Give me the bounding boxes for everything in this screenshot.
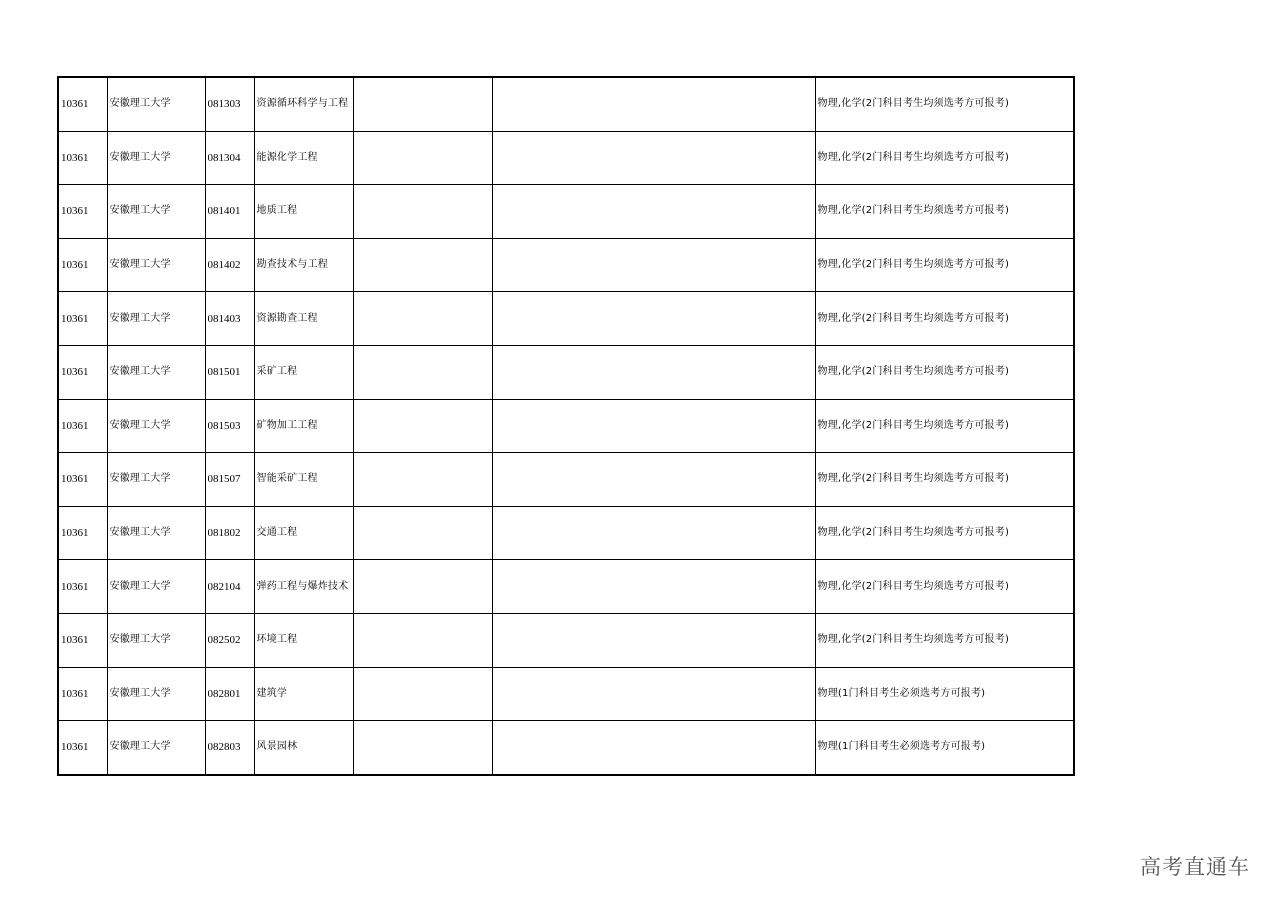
major-name-cell: 勘查技术与工程 — [254, 238, 353, 292]
subject-requirement-cell: 物理,化学(2门科目考生均须选考方可报考) — [815, 185, 1074, 239]
subject-requirement-cell: 物理,化学(2门科目考生均须选考方可报考) — [815, 560, 1074, 614]
empty-cell — [353, 185, 492, 239]
school-code-cell: 10361 — [58, 131, 107, 185]
school-name-cell: 安徽理工大学 — [107, 131, 205, 185]
empty-cell — [492, 292, 815, 346]
major-code-cell: 082801 — [205, 667, 254, 721]
table-row — [58, 721, 1074, 775]
empty-cell — [492, 453, 815, 507]
school-code-cell: 10361 — [58, 77, 107, 131]
empty-cell — [353, 453, 492, 507]
subject-requirement-cell: 物理,化学(2门科目考生均须选考方可报考) — [815, 77, 1074, 131]
school-code-cell: 10361 — [58, 185, 107, 239]
major-name-cell: 资源循环科学与工程 — [254, 77, 353, 131]
table-row — [58, 506, 1074, 560]
empty-cell — [353, 345, 492, 399]
major-code-cell: 082502 — [205, 613, 254, 667]
empty-cell — [353, 667, 492, 721]
empty-cell — [492, 506, 815, 560]
school-name-cell: 安徽理工大学 — [107, 721, 205, 775]
empty-cell — [492, 399, 815, 453]
empty-cell — [492, 721, 815, 775]
empty-cell — [492, 613, 815, 667]
table-row — [58, 613, 1074, 667]
major-code-cell: 081503 — [205, 399, 254, 453]
school-code-cell: 10361 — [58, 292, 107, 346]
school-code-cell: 10361 — [58, 721, 107, 775]
major-code-cell: 081507 — [205, 453, 254, 507]
school-code-cell: 10361 — [58, 453, 107, 507]
school-name-cell: 安徽理工大学 — [107, 399, 205, 453]
table-row — [58, 667, 1074, 721]
empty-cell — [492, 560, 815, 614]
table-row — [58, 453, 1074, 507]
major-code-cell: 081501 — [205, 345, 254, 399]
empty-cell — [492, 238, 815, 292]
empty-cell — [492, 667, 815, 721]
major-name-cell: 智能采矿工程 — [254, 453, 353, 507]
school-code-cell: 10361 — [58, 667, 107, 721]
empty-cell — [353, 721, 492, 775]
subject-requirement-cell: 物理,化学(2门科目考生均须选考方可报考) — [815, 506, 1074, 560]
subject-requirement-cell: 物理,化学(2门科目考生均须选考方可报考) — [815, 131, 1074, 185]
empty-cell — [353, 560, 492, 614]
major-name-cell: 地质工程 — [254, 185, 353, 239]
empty-cell — [353, 399, 492, 453]
table-row — [58, 77, 1074, 131]
subject-requirement-cell: 物理,化学(2门科目考生均须选考方可报考) — [815, 399, 1074, 453]
school-name-cell: 安徽理工大学 — [107, 560, 205, 614]
school-name-cell: 安徽理工大学 — [107, 667, 205, 721]
major-name-cell: 交通工程 — [254, 506, 353, 560]
subject-requirement-cell: 物理,化学(2门科目考生均须选考方可报考) — [815, 238, 1074, 292]
school-code-cell: 10361 — [58, 345, 107, 399]
subject-requirement-cell: 物理(1门科目考生必须选考方可报考) — [815, 721, 1074, 775]
school-code-cell: 10361 — [58, 238, 107, 292]
empty-cell — [492, 77, 815, 131]
major-code-cell: 081303 — [205, 77, 254, 131]
major-name-cell: 采矿工程 — [254, 345, 353, 399]
major-name-cell: 建筑学 — [254, 667, 353, 721]
school-name-cell: 安徽理工大学 — [107, 238, 205, 292]
school-code-cell: 10361 — [58, 506, 107, 560]
table-body — [58, 77, 1074, 775]
watermark-text: 高考直通车 — [1140, 855, 1250, 879]
major-code-cell: 081401 — [205, 185, 254, 239]
major-code-cell: 081304 — [205, 131, 254, 185]
table-row — [58, 399, 1074, 453]
empty-cell — [353, 506, 492, 560]
school-name-cell: 安徽理工大学 — [107, 185, 205, 239]
subject-requirement-cell: 物理,化学(2门科目考生均须选考方可报考) — [815, 613, 1074, 667]
school-name-cell: 安徽理工大学 — [107, 77, 205, 131]
table-row — [58, 131, 1074, 185]
school-name-cell: 安徽理工大学 — [107, 613, 205, 667]
empty-cell — [353, 131, 492, 185]
empty-cell — [353, 77, 492, 131]
empty-cell — [353, 238, 492, 292]
major-name-cell: 资源勘查工程 — [254, 292, 353, 346]
table-row — [58, 292, 1074, 346]
school-code-cell: 10361 — [58, 613, 107, 667]
empty-cell — [492, 185, 815, 239]
subject-requirement-cell: 物理,化学(2门科目考生均须选考方可报考) — [815, 453, 1074, 507]
table-row — [58, 238, 1074, 292]
major-name-cell: 能源化学工程 — [254, 131, 353, 185]
major-code-cell: 081802 — [205, 506, 254, 560]
table-row — [58, 560, 1074, 614]
empty-cell — [353, 613, 492, 667]
school-name-cell: 安徽理工大学 — [107, 453, 205, 507]
data-table — [57, 76, 1075, 776]
major-code-cell: 081403 — [205, 292, 254, 346]
major-name-cell: 环境工程 — [254, 613, 353, 667]
school-name-cell: 安徽理工大学 — [107, 292, 205, 346]
major-name-cell: 矿物加工工程 — [254, 399, 353, 453]
table-row — [58, 345, 1074, 399]
school-code-cell: 10361 — [58, 560, 107, 614]
major-code-cell: 081402 — [205, 238, 254, 292]
major-name-cell: 弹药工程与爆炸技术 — [254, 560, 353, 614]
major-code-cell: 082803 — [205, 721, 254, 775]
empty-cell — [492, 131, 815, 185]
subject-requirement-cell: 物理,化学(2门科目考生均须选考方可报考) — [815, 292, 1074, 346]
table-row — [58, 185, 1074, 239]
subject-requirement-cell: 物理(1门科目考生必须选考方可报考) — [815, 667, 1074, 721]
empty-cell — [353, 292, 492, 346]
school-code-cell: 10361 — [58, 399, 107, 453]
empty-cell — [492, 345, 815, 399]
subject-requirement-cell: 物理,化学(2门科目考生均须选考方可报考) — [815, 345, 1074, 399]
school-name-cell: 安徽理工大学 — [107, 506, 205, 560]
major-name-cell: 风景园林 — [254, 721, 353, 775]
major-code-cell: 082104 — [205, 560, 254, 614]
school-name-cell: 安徽理工大学 — [107, 345, 205, 399]
